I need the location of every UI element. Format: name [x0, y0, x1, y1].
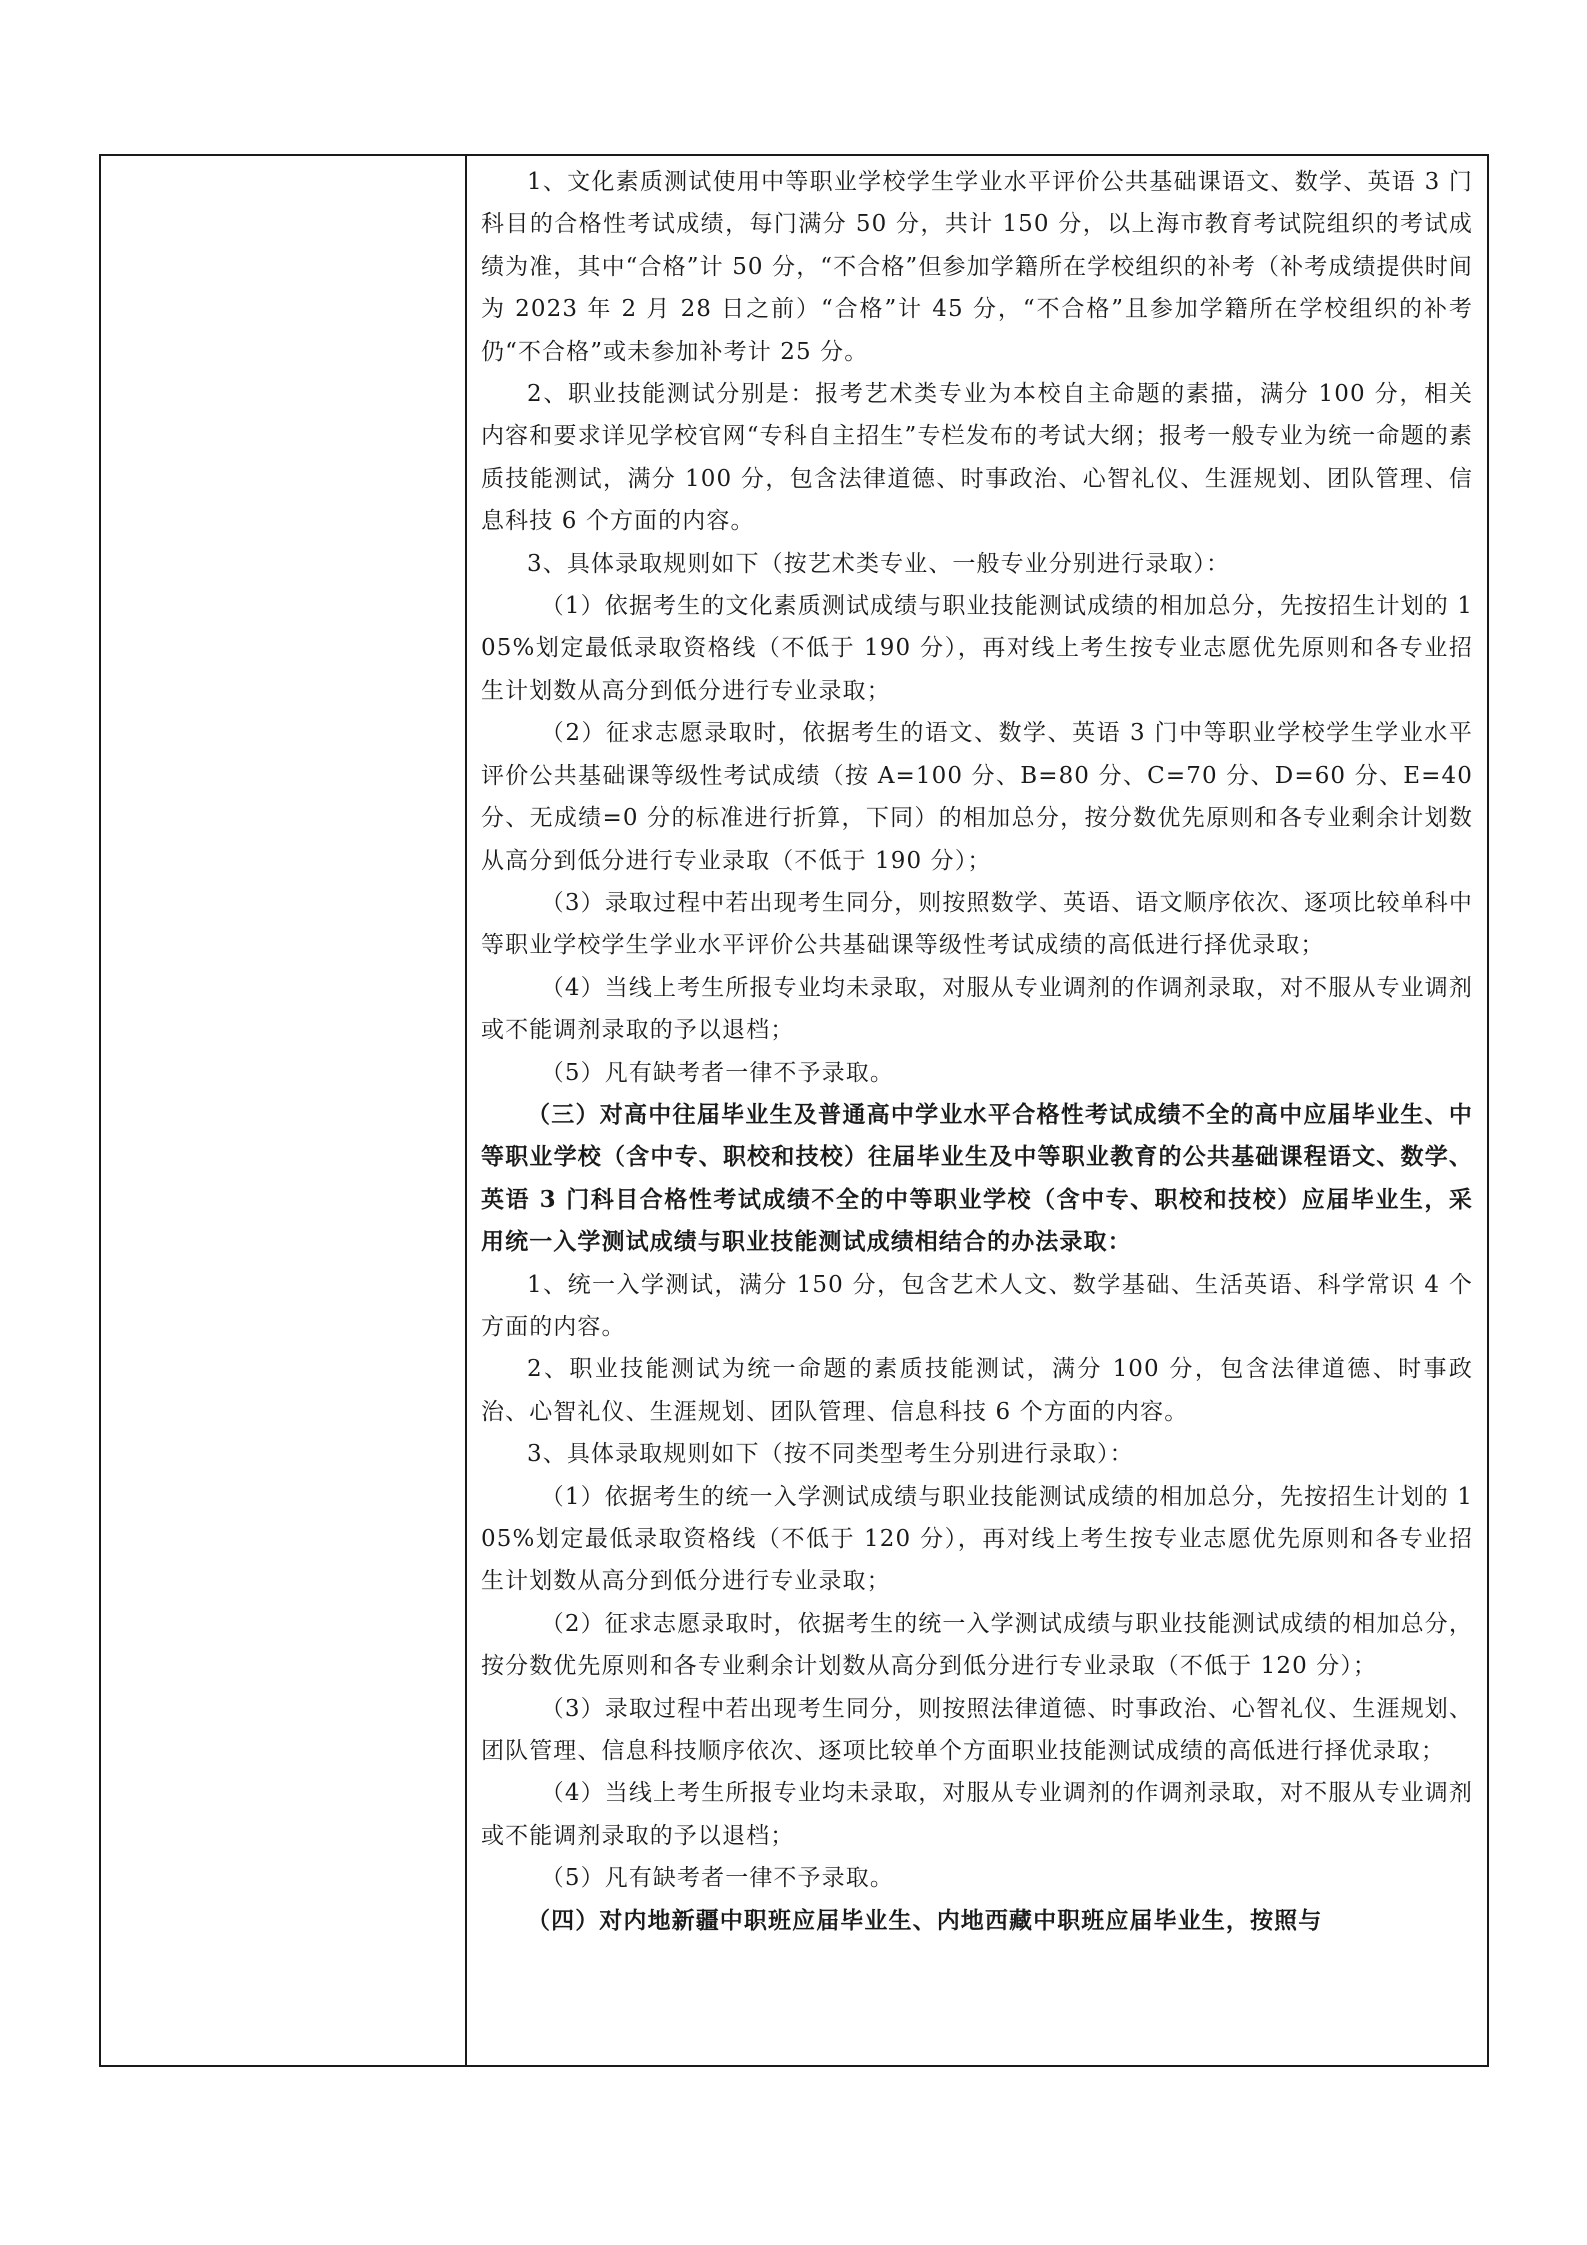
paragraph-skill-test-2: 2、职业技能测试为统一命题的素质技能测试，满分 100 分，包含法律道德、时事政治、心智礼仪、生涯规划、团队管理、信息科技 6 个方面的内容。: [481, 1356, 1473, 1425]
paragraph-rule-1: （1）依据考生的文化素质测试成绩与职业技能测试成绩的相加总分，先按招生计划的 105%划定最低录取资格线（不低于 190 分），再对线上考生按专业志愿优先原则和各专业招生计划数从高分到低分进行专业录取；: [481, 593, 1473, 704]
paragraph-rule-2-3: （3）录取过程中若出现考生同分，则按照法律道德、时事政治、心智礼仪、生涯规划、团队管理、信息科技顺序依次、逐项比较单个方面职业技能测试成绩的高低进行择优录取；: [481, 1695, 1473, 1765]
paragraph-rule-5: （5）凡有缺考者一律不予录取。: [540, 1059, 894, 1086]
section-heading-3: （三）对高中往届毕业生及普通高中学业水平合格性考试成绩不全的高中应届毕业生、中等职业学校（含中专、职校和技校）往届毕业生及中等职业教育的公共基础课程语文、数学、英语 3 门科目合格性考试成绩不全的中等职业学校（含中专、职校和技校）应届毕业生，采用统一入学测试成绩与职业技能测试成绩相结合的办法录取：: [481, 1100, 1473, 1256]
table-left-cell: [101, 156, 467, 2065]
paragraph-admission-rules-heading-2: 3、具体录取规则如下（按不同类型考生分别进行录取）：: [527, 1441, 1134, 1468]
paragraph-rule-3: （3）录取过程中若出现考生同分，则按照数学、英语、语文顺序依次、逐项比较单科中等职业学校学生学业水平评价公共基础课等级性考试成绩的高低进行择优录取；: [481, 889, 1473, 959]
paragraph-unified-test: 1、统一入学测试，满分 150 分，包含艺术人文、数学基础、生活英语、科学常识 4 个方面的内容。: [481, 1271, 1473, 1340]
paragraph-skill-test: 2、职业技能测试分别是：报考艺术类专业为本校自主命题的素描，满分 100 分，相关内容和要求详见学校官网“专科自主招生”专栏发布的考试大纲；报考一般专业为统一命题的素质技能测试，满分 100 分，包含法律道德、时事政治、心智礼仪、生涯规划、团队管理、信息科技 6 个方面的内容。: [481, 381, 1473, 535]
paragraph-rule-2-4: （4）当线上考生所报专业均未录取，对服从专业调剂的作调剂录取，对不服从专业调剂或不能调剂录取的予以退档；: [481, 1780, 1473, 1849]
paragraph-rule-4: （4）当线上考生所报专业均未录取，对服从专业调剂的作调剂录取，对不服从专业调剂或不能调剂录取的予以退档；: [481, 974, 1473, 1044]
section-heading-4: （四）对内地新疆中职班应届毕业生、内地西藏中职班应届毕业生，按照与: [527, 1906, 1323, 1934]
table-content-cell: [467, 156, 1487, 2065]
paragraph-rule-2-2: （2）征求志愿录取时，依据考生的统一入学测试成绩与职业技能测试成绩的相加总分，按分数优先原则和各专业剩余计划数从高分到低分进行专业录取（不低于 120 分）；: [481, 1610, 1473, 1680]
paragraph-rule-2-1: （1）依据考生的统一入学测试成绩与职业技能测试成绩的相加总分，先按招生计划的 105%划定最低录取资格线（不低于 120 分），再对线上考生按专业志愿优先原则和各专业招生计划数从高分到低分进行专业录取；: [481, 1483, 1473, 1595]
paragraph-rule-2: （2）征求志愿录取时，依据考生的语文、数学、英语 3 门中等职业学校学生学业水平评价公共基础课等级性考试成绩（按 A=100 分、B=80 分、C=70 分、D=60 分、E=40 分、无成绩=0 分的标准进行折算，下同）的相加总分，按分数优先原则和各专业剩余计划数从高分到低分进行专业录取（不低于 190 分）；: [481, 720, 1473, 874]
paragraph-rule-2-5: （5）凡有缺考者一律不予录取。: [540, 1865, 894, 1892]
paragraph-culture-test: 1、文化素质测试使用中等职业学校学生学业水平评价公共基础课语文、数学、英语 3 门科目的合格性考试成绩，每门满分 50 分，共计 150 分，以上海市教育考试院组织的考试成绩为准，其中“合格”计 50 分，“不合格”但参加学籍所在学校组织的补考（补考成绩提供时间为 2023 年 2 月 28 日之前）“合格”计 45 分，“不合格”且参加学籍所在学校组织的补考仍“不合格”或未参加补考计 25 分。: [481, 169, 1473, 365]
document-table: [99, 154, 1489, 2067]
paragraph-admission-rules-heading: 3、具体录取规则如下（按艺术类专业、一般专业分别进行录取）：: [527, 550, 1231, 577]
